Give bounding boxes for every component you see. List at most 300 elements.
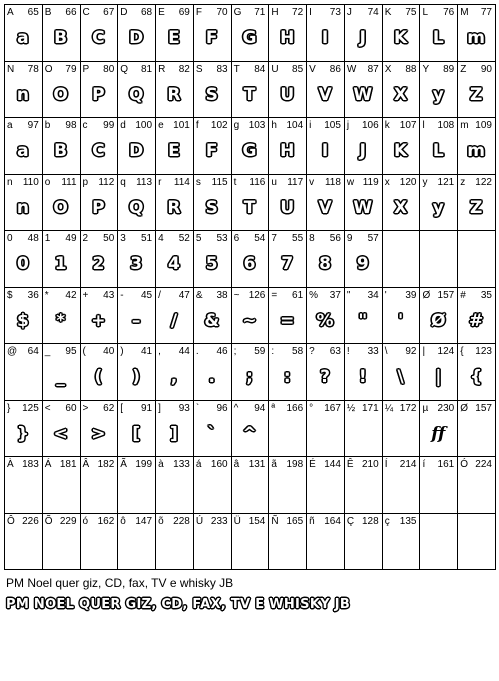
cell-label [7,403,39,415]
cell-label [234,7,266,19]
cell-character: T [233,63,240,75]
cell-code: 144 [324,459,341,470]
cell-character: r [158,176,162,188]
glyph-preview: / [170,310,178,331]
glyph-cell [268,174,306,231]
glyph-preview: W [353,84,373,105]
cell-label [7,290,39,302]
cell-label [45,7,77,19]
glyph-preview: m [467,141,485,161]
grid-line-horizontal [4,343,496,344]
glyph-cell [382,456,420,513]
glyph-preview [382,250,420,278]
cell-code: 58 [292,346,304,357]
cell-label [45,120,77,132]
glyph-cell [306,513,344,570]
cell-character: K [384,7,392,18]
glyph-cell [80,174,118,231]
cell-code: 81 [140,63,153,75]
glyph-preview [117,533,155,561]
cell-label [83,7,115,19]
glyph-cell [344,343,382,400]
cell-label [120,346,152,358]
glyph-preview [80,476,118,504]
glyph-preview: H [280,28,295,48]
cell-character: e [158,120,164,131]
glyph-cell [4,456,42,513]
glyph-preview [193,476,231,504]
cell-character: á [195,459,202,470]
cell-label [309,7,341,19]
cell-code: 53 [216,233,228,244]
cell-code: 73 [329,7,341,18]
glyph-preview: F [205,28,218,48]
glyph-preview: X [394,84,408,105]
glyph-preview: n [16,84,29,105]
cell-label [460,290,492,302]
cell-character: H [271,7,279,18]
glyph-cell [457,287,495,344]
cell-character: Q [120,63,129,75]
cell-character: b [44,120,51,131]
cell-code: 72 [292,7,304,18]
glyph-cell [4,287,42,344]
cell-character: w [346,176,355,188]
glyph-preview: J [359,141,366,161]
cell-label [309,177,341,189]
cell-code: 107 [399,120,417,131]
glyph-cell [457,61,495,118]
glyph-cell [42,61,80,118]
glyph-cell [268,4,306,61]
glyph-cell [4,230,42,287]
glyph-preview: E [168,28,180,48]
cell-label [158,177,190,189]
glyph-cell [457,343,495,400]
glyph-cell [419,4,457,61]
cell-code: 224 [475,459,492,470]
glyph-cell [344,513,382,570]
cell-character: ½ [346,402,356,414]
cell-character: # [460,289,466,301]
glyph-cell [42,513,80,570]
cell-code: 34 [367,289,379,301]
cell-label [271,459,303,471]
cell-character: ô [120,515,126,527]
glyph-cell [4,513,42,570]
glyph-cell [155,456,193,513]
glyph-cell [457,400,495,457]
cell-label [422,516,454,528]
cell-label [385,64,417,76]
cell-label [158,516,190,528]
glyph-cell [42,4,80,61]
cell-code: 198 [286,459,304,470]
cell-code: 39 [405,289,417,301]
cell-code: 47 [178,289,190,301]
glyph-cell [344,287,382,344]
glyph-cell [155,61,193,118]
glyph-preview: S [205,197,218,218]
glyph-cell [457,4,495,61]
cell-character: n [7,176,13,188]
cell-label [234,233,266,245]
glyph-cell [457,174,495,231]
glyph-cell [117,287,155,344]
glyph-preview: _ [56,367,65,387]
cell-code: 65 [27,7,39,18]
cell-character: t [233,176,237,188]
glyph-preview: E [168,141,180,161]
glyph-cell [419,61,457,118]
glyph-preview: $ [16,310,29,331]
cell-label [309,64,341,76]
glyph-preview: y [432,197,444,218]
glyph-cell [268,343,306,400]
glyph-cell [382,400,420,457]
glyph-preview [419,476,457,504]
cell-code: 171 [362,402,379,414]
cell-code: 87 [367,63,379,75]
glyph-cell [419,456,457,513]
cell-character: ( [82,346,86,357]
glyph-preview [344,420,382,448]
glyph-cell [155,400,193,457]
glyph-preview: ( [94,367,103,387]
cell-label [422,459,454,471]
cell-character: À [7,459,14,470]
cell-code: 172 [399,402,417,414]
cell-character: o [44,176,51,188]
cell-code: 99 [103,120,115,131]
cell-label [271,64,303,76]
cell-code: 115 [211,176,228,188]
cell-label [309,233,341,245]
glyph-cell [4,174,42,231]
cell-label [158,290,190,302]
glyph-cell [382,174,420,231]
glyph-preview: L [432,141,444,161]
cell-character: N [7,63,15,75]
cell-character: M [460,7,469,18]
cell-character: Á [44,459,52,470]
glyph-cell [42,400,80,457]
cell-code: 43 [103,289,115,301]
cell-code: 46 [216,346,228,357]
glyph-preview: | [435,367,442,387]
cell-label [234,516,266,528]
cell-character: B [44,7,52,18]
cell-label [347,346,379,358]
grid-line-horizontal [4,4,496,5]
cell-label [422,120,454,132]
glyph-cell [193,117,231,174]
cell-character: @ [7,346,18,357]
glyph-preview [42,476,80,504]
glyph-cell [42,117,80,174]
cell-label [347,233,379,245]
cell-character: Y [422,63,430,75]
glyph-cell [42,287,80,344]
grid-line-horizontal [4,230,496,231]
cell-character: ~ [233,289,240,301]
glyph-preview [42,533,80,561]
cell-label [422,233,454,245]
glyph-preview [382,420,420,448]
cell-label [196,346,228,358]
cell-character: Í [384,459,388,470]
glyph-preview [268,476,306,504]
cell-character: X [384,63,392,75]
cell-code: 147 [135,515,153,527]
glyph-preview: V [318,197,332,218]
cell-code: 123 [475,346,492,357]
cell-code: 162 [97,515,115,527]
cell-character: : [271,346,275,357]
glyph-preview: T [243,84,256,105]
cell-character: % [309,289,319,301]
cell-label [460,64,492,76]
cell-code: 131 [248,459,266,470]
cell-code: 71 [254,7,266,18]
cell-label [45,64,77,76]
cell-label [460,346,492,358]
glyph-preview: ; [246,367,253,387]
cell-code: 48 [27,233,39,244]
cell-label [120,290,152,302]
cell-label [460,403,492,415]
cell-character: j [346,120,350,131]
cell-character: Ø [460,402,468,414]
glyph-cell [344,174,382,231]
glyph-cell [155,343,193,400]
cell-code: 100 [135,120,153,131]
cell-character: Ú [195,515,204,527]
glyph-preview: R [167,197,181,218]
cell-label [158,233,190,245]
glyph-cell [155,513,193,570]
cell-character: F [195,7,202,18]
cell-label [234,290,266,302]
glyph-cell [306,287,344,344]
cell-character: ó [82,515,89,527]
cell-code: 90 [480,63,492,75]
cell-character: L [422,7,429,18]
glyph-preview: 7 [281,254,294,274]
cell-code: 166 [286,402,304,414]
glyph-preview: T [243,197,256,218]
cell-character: - [120,289,124,301]
cell-code: 120 [399,176,417,188]
cell-character: c [82,120,88,131]
cell-character: â [233,459,240,470]
glyph-preview: ] [170,423,178,444]
cell-label [120,459,152,471]
cell-code: 154 [248,515,266,527]
cell-label [196,233,228,245]
glyph-cell [268,117,306,174]
grid-line-horizontal [4,456,496,457]
glyph-preview [306,533,344,561]
cell-character: ] [158,402,161,414]
glyph-preview: > [91,423,106,444]
cell-label [385,459,417,471]
cell-label [460,177,492,189]
glyph-preview [4,476,42,504]
cell-character: É [309,459,316,470]
cell-code: 57 [367,233,379,244]
cell-code: 108 [437,120,455,131]
glyph-preview: O [53,84,68,105]
cell-character: Ç [346,515,355,527]
glyph-cell [231,230,269,287]
glyph-cell [306,343,344,400]
glyph-cell [382,343,420,400]
glyph-preview: ^ [242,423,257,444]
cell-character: y [422,176,428,188]
glyph-preview: F [205,141,218,161]
cell-character: E [158,7,165,18]
glyph-cell [419,174,457,231]
glyph-preview [4,363,42,391]
cell-code: 52 [178,233,190,244]
cell-label [83,177,115,189]
cell-label [158,403,190,415]
cell-label [234,459,266,471]
glyph-preview [4,533,42,561]
glyph-cell [42,456,80,513]
cell-character: g [233,120,240,131]
glyph-cell [344,61,382,118]
glyph-preview: 9 [356,254,369,274]
glyph-cell [268,230,306,287]
cell-character: > [82,402,89,414]
grid-line-horizontal [4,117,496,118]
cell-label [196,120,228,132]
glyph-preview: C [92,141,105,161]
cell-character: d [120,120,126,131]
glyph-preview: { [470,367,483,387]
cell-label [45,403,77,415]
glyph-preview: m [467,28,485,48]
glyph-preview: ` [207,423,216,444]
glyph-cell [419,513,457,570]
cell-label [158,120,190,132]
glyph-cell [80,4,118,61]
cell-character: 4 [158,233,164,244]
cell-character: ) [120,346,124,357]
cell-character: ª [271,402,276,414]
cell-character: J [346,7,352,18]
cell-label [309,459,341,471]
cell-label [7,346,39,358]
cell-character: / [158,289,161,301]
cell-label [234,177,266,189]
glyph-cell [382,4,420,61]
glyph-preview: 1 [54,254,67,274]
cell-label [7,459,39,471]
glyph-cell [193,61,231,118]
cell-character: O [44,63,53,75]
glyph-preview: K [393,141,408,161]
cell-label [45,177,77,189]
cell-label [385,403,417,415]
glyph-preview: 4 [168,254,180,274]
cell-code: 83 [216,63,228,75]
glyph-cell [231,287,269,344]
glyph-preview [457,420,495,448]
cell-code: 113 [136,176,153,188]
cell-code: 98 [65,120,77,131]
grid-line-horizontal [4,569,496,570]
glyph-cell [382,287,420,344]
cell-label [309,120,341,132]
glyph-preview: Q [128,197,144,218]
cell-character: Ô [7,515,15,527]
cell-code: 74 [367,7,379,18]
cell-character: \ [384,346,388,357]
glyph-cell [193,287,231,344]
glyph-preview: – [131,310,141,331]
glyph-cell [80,513,118,570]
glyph-preview: 2 [92,254,105,274]
cell-character: [ [120,402,124,414]
sample-text-plain: PM Noel quer giz, CD, fax, TV e whisky JB [6,576,234,590]
cell-character: Â [82,459,90,470]
cell-character: µ [422,402,429,414]
cell-character: G [233,7,242,18]
glyph-preview: W [353,197,373,218]
grid-line-horizontal [4,400,496,401]
cell-code: 42 [65,289,77,301]
cell-code: 157 [437,289,455,301]
glyph-preview: < [53,423,68,444]
glyph-preview [268,420,306,448]
cell-character: l [422,120,425,131]
cell-code: 77 [480,7,492,18]
glyph-cell [306,230,344,287]
glyph-preview: & [204,310,220,331]
glyph-cell [42,230,80,287]
cell-label [120,177,152,189]
glyph-cell [193,513,231,570]
glyph-preview [80,533,118,561]
glyph-cell [155,4,193,61]
glyph-preview [419,250,457,278]
cell-code: 80 [103,63,115,75]
cell-character: S [195,63,203,75]
glyph-cell [457,513,495,570]
cell-code: 133 [173,459,190,470]
cell-character: ^ [233,402,239,414]
cell-label [234,120,266,132]
cell-code: 41 [140,346,153,357]
cell-character: 3 [120,233,126,244]
cell-code: 228 [173,515,190,527]
glyph-preview: Z [469,84,483,105]
cell-code: 110 [22,176,39,188]
cell-code: 182 [97,459,115,470]
glyph-cell [117,456,155,513]
cell-code: 104 [286,120,304,131]
character-map-grid [4,4,495,569]
cell-code: 38 [216,289,228,301]
cell-label [385,7,417,19]
glyph-cell [344,117,382,174]
glyph-preview [306,476,344,504]
cell-label [120,233,152,245]
glyph-cell [268,400,306,457]
